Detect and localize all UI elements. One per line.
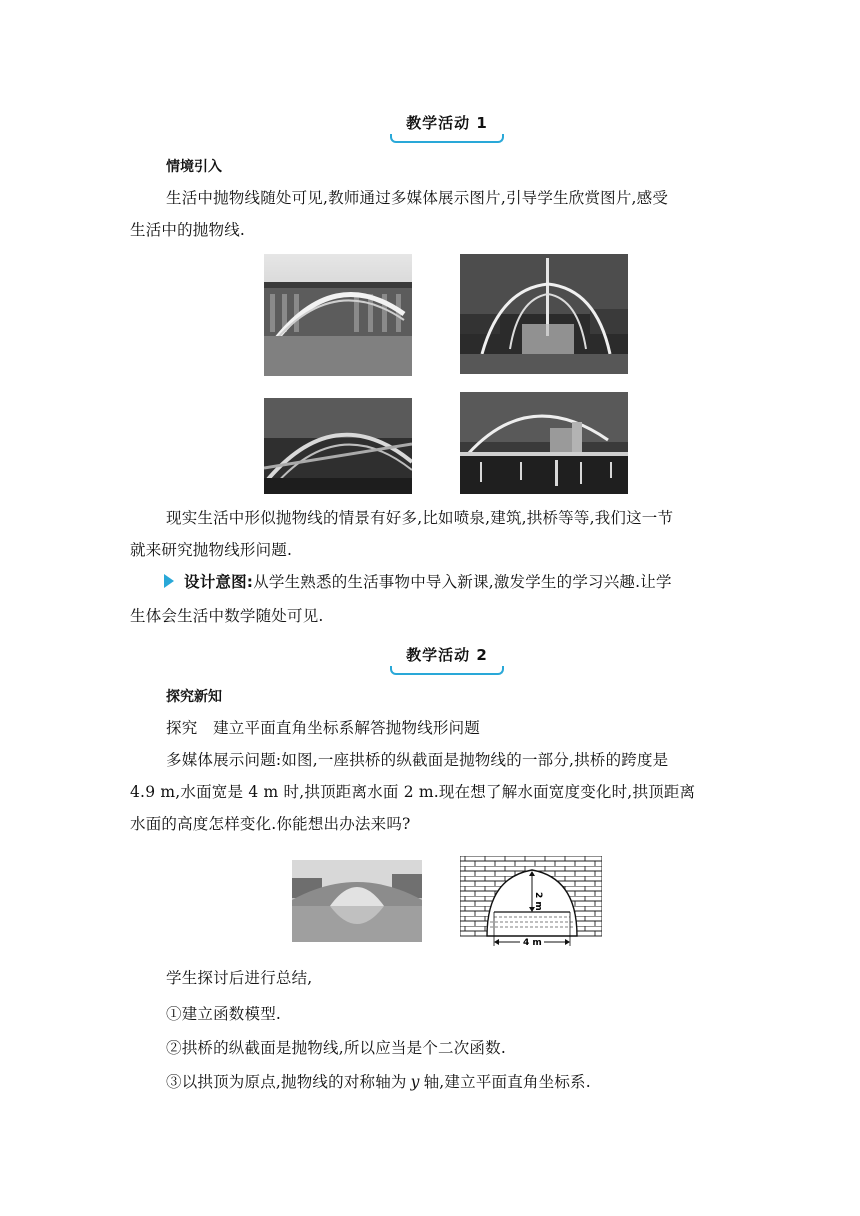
explore-title: 探究 建立平面直角坐标系解答抛物线形问题	[166, 719, 481, 737]
night-bridge-photo	[264, 398, 412, 494]
summary-paragraph-cont	[130, 534, 292, 566]
intro-paragraph	[166, 182, 668, 214]
arch-building-photo	[264, 254, 412, 376]
step-1: ①建立函数模型.	[166, 1005, 282, 1023]
fountain-photo	[460, 254, 628, 374]
design-intent-marker	[164, 574, 174, 588]
height-label: 2 m	[533, 892, 543, 911]
design-intent	[184, 566, 672, 598]
step-3	[166, 1066, 591, 1098]
section-subheading: 探究新知	[166, 689, 222, 705]
summary-line: 就来研究抛物线形问题.	[130, 541, 293, 559]
activity-1-heading	[387, 112, 507, 133]
activity-1-title: 教学活动 1	[406, 114, 488, 132]
step-3-text: 轴,建立平面直角坐标系.	[423, 1073, 591, 1091]
intro-line: 生活中的抛物线.	[130, 221, 246, 239]
summary-paragraph	[166, 502, 673, 534]
discussion-text: 学生探讨后进行总结,	[166, 969, 313, 987]
arch-bridge-diagram	[460, 856, 602, 952]
heading-underline	[390, 134, 504, 143]
design-intent-label: 设计意图:	[184, 573, 254, 591]
arch-bridge-night-photo	[460, 392, 628, 494]
problem-line: 多媒体展示问题:如图,一座拱桥的纵截面是抛物线的一部分,拱桥的跨度是	[166, 751, 669, 769]
step-2: ②拱桥的纵截面是抛物线,所以应当是个二次函数.	[166, 1039, 506, 1057]
activity-2-heading	[387, 644, 507, 665]
intro-line: 生活中抛物线随处可见,教师通过多媒体展示图片,引导学生欣赏图片,感受	[166, 189, 669, 207]
triangle-marker-icon	[164, 574, 174, 588]
design-intent-cont	[130, 600, 324, 632]
step-3-text: ③以拱顶为原点,抛物线的对称轴为	[166, 1073, 407, 1091]
problem-line: 水面的高度怎样变化.你能想出办法来吗?	[130, 815, 411, 833]
intro-paragraph-cont	[130, 214, 245, 246]
section-subheading: 情境引入	[166, 159, 222, 175]
activity-2-title: 教学活动 2	[406, 646, 488, 664]
summary-line: 现实生活中形似抛物线的情景有好多,比如喷泉,建筑,拱桥等等,我们这一节	[166, 509, 674, 527]
heading-underline	[390, 666, 504, 675]
design-intent-text: 生体会生活中数学随处可见.	[130, 607, 324, 625]
problem-line: 4.9 m,水面宽是 4 m 时,拱顶距离水面 2 m.现在想了解水面宽度变化时,拱顶距离	[130, 783, 696, 801]
stone-bridge-photo	[292, 860, 422, 942]
variable-y: y	[410, 1073, 420, 1091]
design-intent-text: 从学生熟悉的生活事物中导入新课,激发学生的学习兴趣.让学	[253, 573, 672, 591]
width-label: 4 m	[523, 938, 542, 948]
